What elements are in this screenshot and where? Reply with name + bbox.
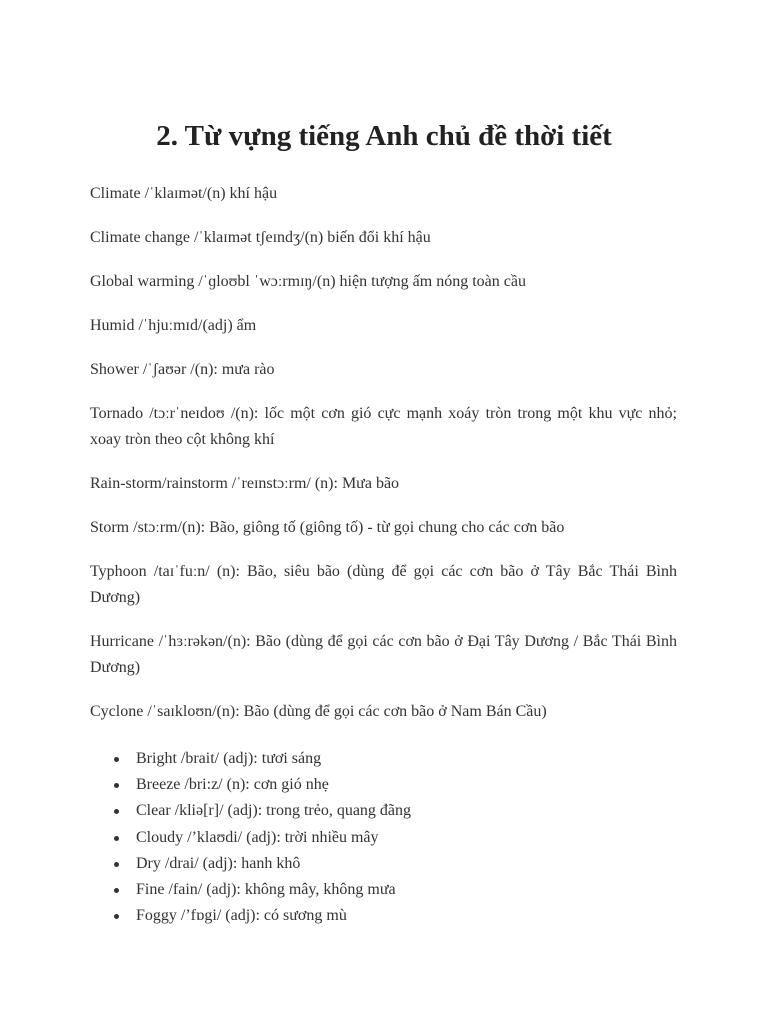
vocab-entry-typhoon: Typhoon /taɪˈfuːn/ (n): Bão, siêu bão (dùng để gọi các cơn bão ở Tây Bắc Thái Bình Dương)	[90, 563, 677, 606]
page-title: 2. Từ vựng tiếng Anh chủ đề thời tiết	[156, 120, 612, 152]
list-item	[136, 746, 677, 772]
vocab-entry-global-warming: Global warming /ˈɡloʊbl ˈwɔːrmɪŋ/(n) hiện tượng ấm nóng toàn cầu	[90, 273, 526, 290]
vocabulary-entries	[90, 181, 677, 743]
list-item-text: Cloudy /’klaʊdi/ (adj): trời nhiều mây	[136, 828, 379, 846]
vocab-entry-climate-change: Climate change /ˈklaɪmət tʃeɪndʒ/(n) biến đổi khí hậu	[90, 229, 431, 246]
bullet-icon	[114, 888, 119, 893]
list-item	[136, 825, 677, 851]
vocabulary-bullet-list	[90, 746, 677, 929]
list-item-text: Foggy /’fɒgi/ (adj): có sương mù	[136, 907, 347, 925]
bullet-icon	[114, 783, 119, 788]
list-item-text: Breeze /bri:z/ (n): cơn gió nhẹ	[136, 776, 329, 794]
vocab-entry-storm: Storm /stɔːrm/(n): Bão, giông tố (giông tố) - từ gọi chung cho các cơn bão	[90, 519, 565, 536]
list-item-text: Fine /fain/ (adj): không mây, không mưa	[136, 881, 396, 899]
list-item	[136, 851, 677, 877]
vocab-entry-cyclone: Cyclone /ˈsaɪkloʊn/(n): Bão (dùng để gọi các cơn bão ở Nam Bán Cầu)	[90, 703, 547, 720]
bullet-icon	[114, 914, 119, 919]
list-item	[136, 772, 677, 798]
vocab-entry-climate: Climate /ˈklaɪmət/(n) khí hậu	[90, 185, 278, 202]
list-item-text: Dry /drai/ (adj): hanh khô	[136, 854, 301, 872]
bullet-icon	[114, 862, 119, 867]
bullet-icon	[114, 809, 119, 814]
vocab-entry-tornado: Tornado /tɔːrˈneɪdoʊ /(n): lốc một cơn gió cực mạnh xoáy tròn trong một khu vực nhỏ; xoay tròn theo cột không khí	[90, 405, 677, 448]
list-item-text: Bright /brait/ (adj): tươi sáng	[136, 750, 322, 767]
bullet-icon	[114, 757, 119, 762]
vocab-entry-humid: Humid /ˈhjuːmɪd/(adj) ẩm	[90, 317, 257, 334]
vocab-entry-shower: Shower /ˈʃaʊər /(n): mưa rào	[90, 361, 275, 378]
list-item-text: Clear /kliə[r]/ (adj): trong trẻo, quang đãng	[136, 802, 412, 820]
list-item	[136, 877, 677, 903]
list-item	[136, 903, 677, 929]
list-item	[136, 798, 677, 824]
vocab-entry-rainstorm: Rain-storm/rainstorm /ˈreɪnstɔːrm/ (n): Mưa bão	[90, 475, 400, 492]
vocab-entry-hurricane: Hurricane /ˈhɜːrəkən/(n): Bão (dùng để gọi các cơn bão ở Đại Tây Dương / Bắc Thái Bình Dương)	[90, 633, 677, 676]
bullet-icon	[114, 836, 119, 841]
